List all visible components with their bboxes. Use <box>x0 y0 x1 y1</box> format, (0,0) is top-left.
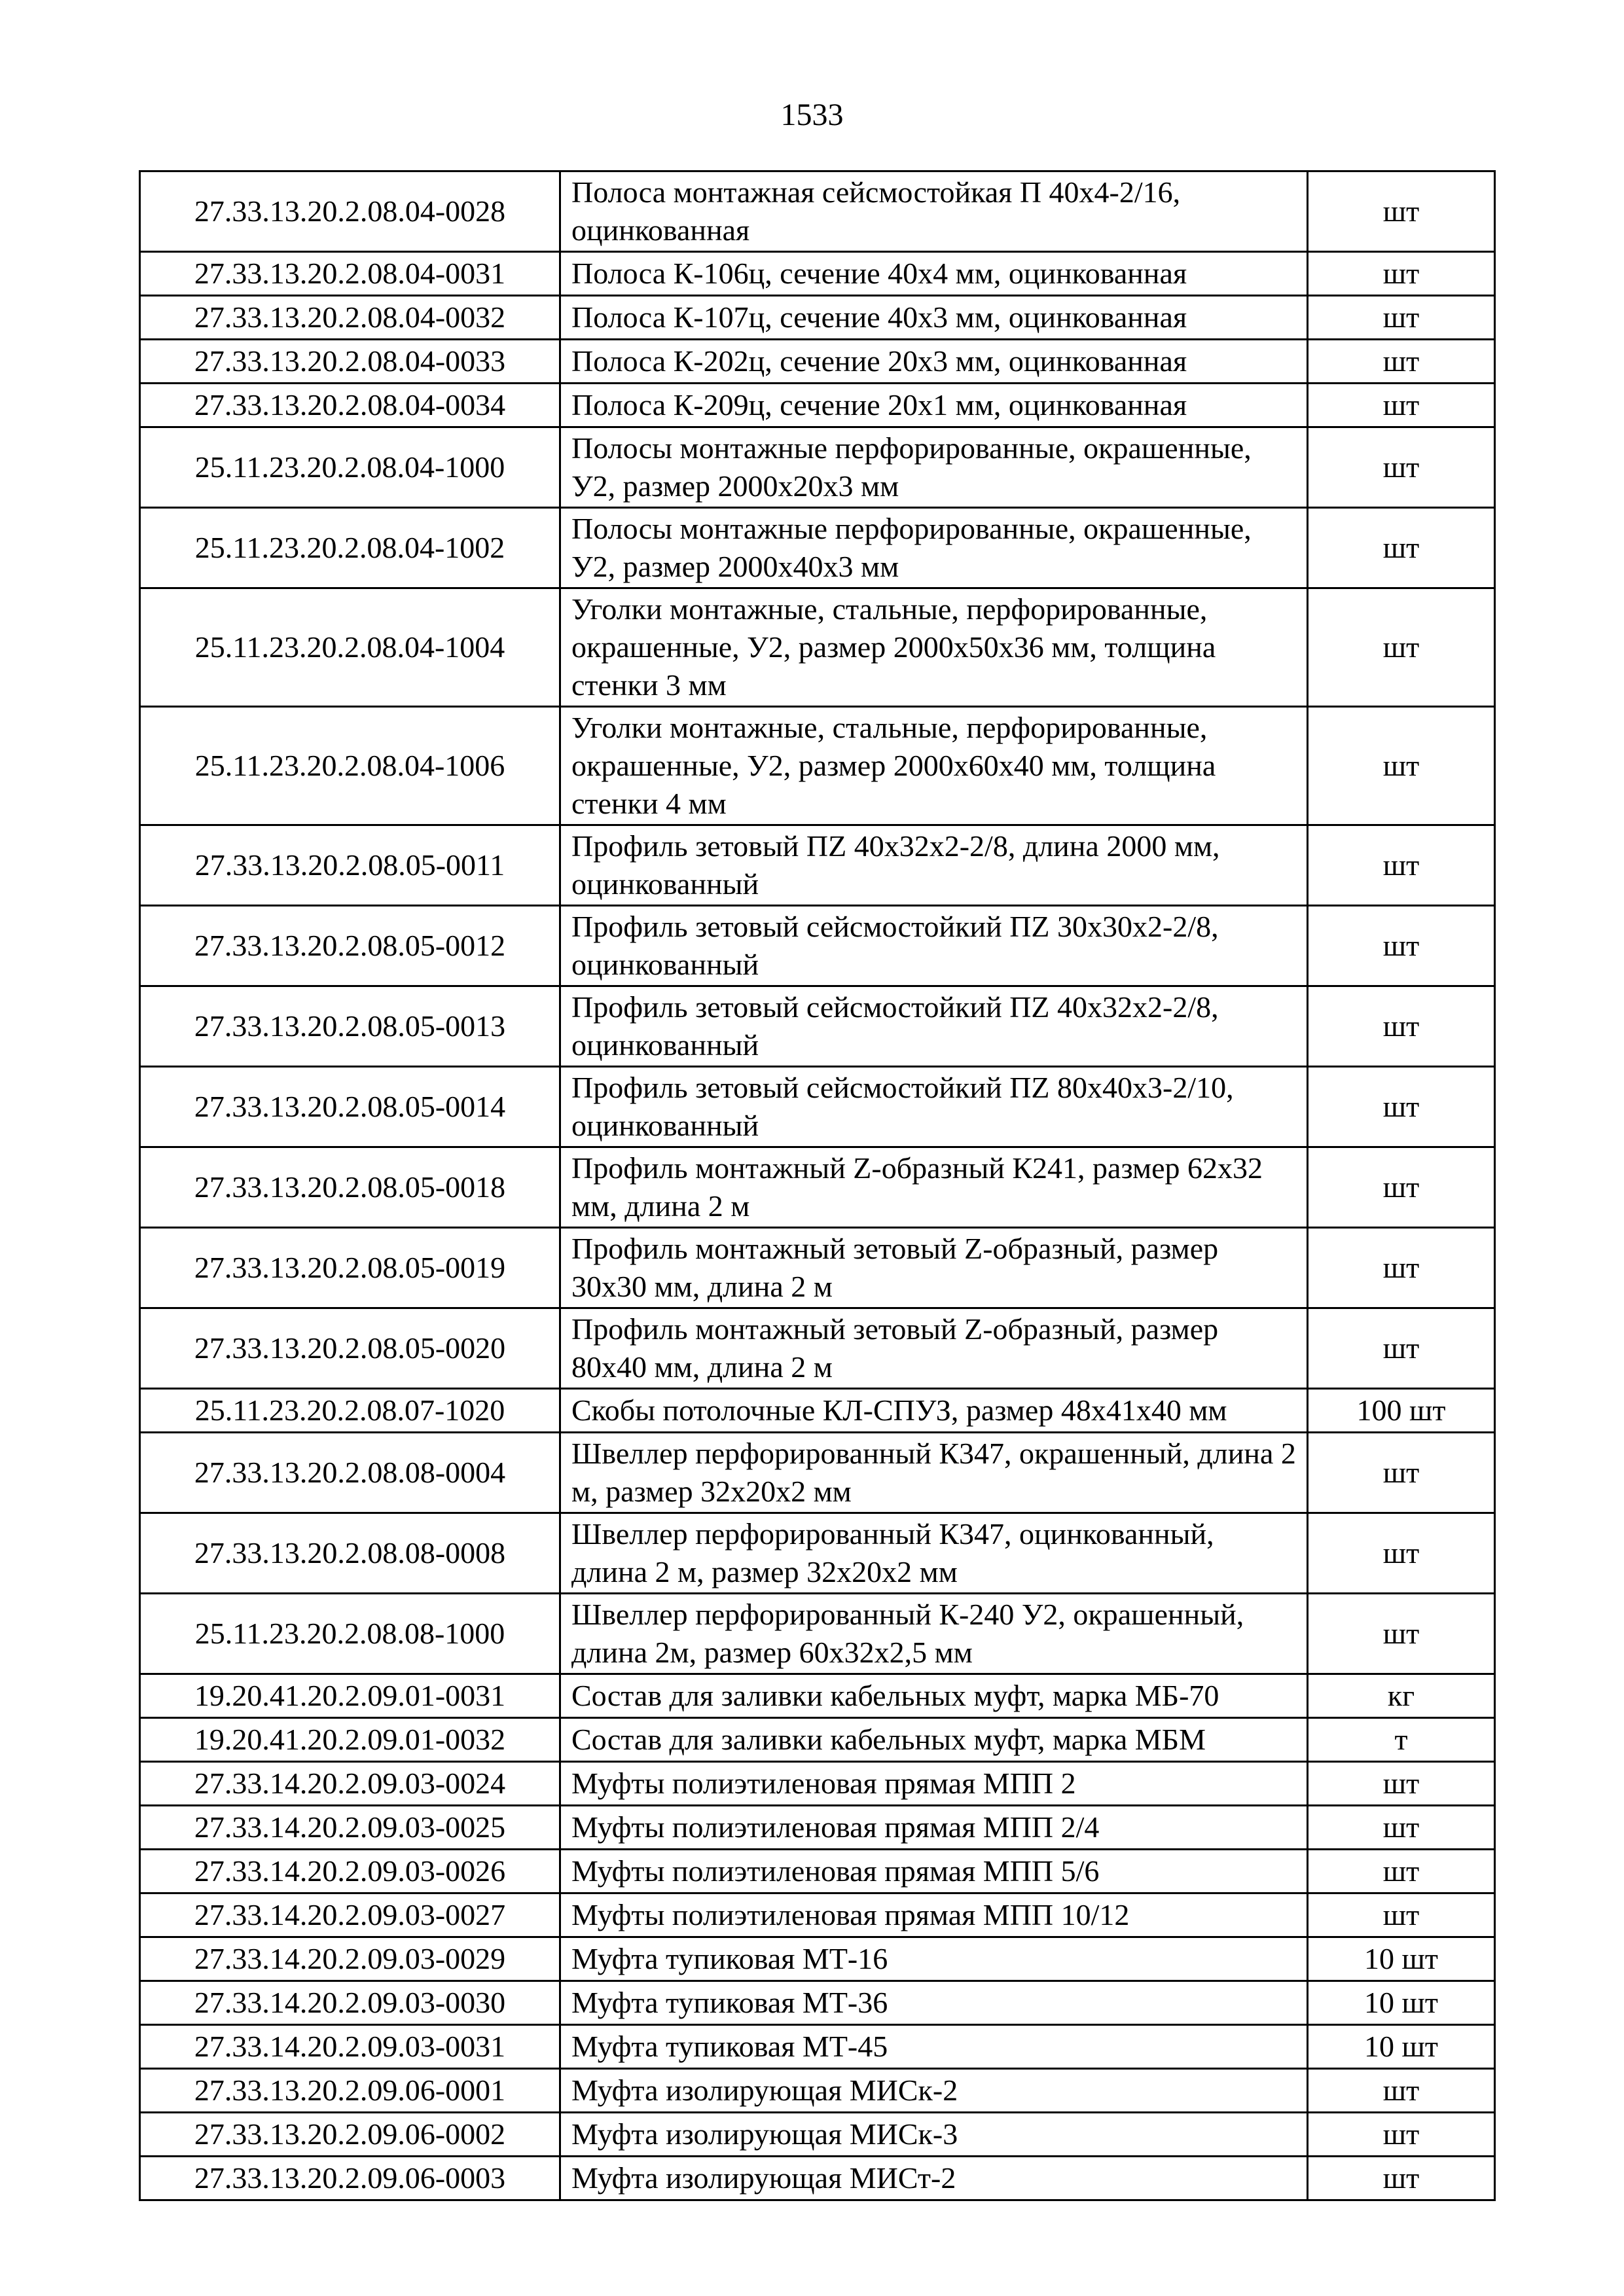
resource-unit: шт <box>1308 1433 1495 1513</box>
table-row <box>140 1806 1495 1850</box>
resource-code: 19.20.41.20.2.09.01-0031 <box>140 1674 560 1718</box>
resource-unit: шт <box>1308 707 1495 825</box>
resource-name: Муфта тупиковая МТ-36 <box>560 1981 1308 2025</box>
resource-name: Уголки монтажные, стальные, перфорированные, окрашенные, У2, размер 2000х50х36 мм, толщина стенки 3 мм <box>560 588 1308 707</box>
resource-unit: 10 шт <box>1308 1981 1495 2025</box>
resource-code: 19.20.41.20.2.09.01-0032 <box>140 1718 560 1762</box>
resource-unit: шт <box>1308 2069 1495 2113</box>
resource-name: Муфты полиэтиленовая прямая МПП 10/12 <box>560 1893 1308 1937</box>
resource-unit: 10 шт <box>1308 1937 1495 1981</box>
resource-code: 27.33.13.20.2.08.04-0034 <box>140 384 560 427</box>
resource-unit: шт <box>1308 340 1495 384</box>
resource-unit: шт <box>1308 384 1495 427</box>
resource-unit: шт <box>1308 2157 1495 2200</box>
resource-unit: шт <box>1308 986 1495 1067</box>
table-row <box>140 1308 1495 1389</box>
resource-unit: 100 шт <box>1308 1389 1495 1433</box>
resource-name: Полоса К-107ц, сечение 40х3 мм, оцинкованная <box>560 296 1308 340</box>
resource-unit: шт <box>1308 1513 1495 1594</box>
resource-unit: шт <box>1308 1762 1495 1806</box>
resource-unit: т <box>1308 1718 1495 1762</box>
resource-code: 27.33.14.20.2.09.03-0027 <box>140 1893 560 1937</box>
resource-code: 27.33.13.20.2.08.05-0011 <box>140 825 560 906</box>
resource-name: Муфта изолирующая МИСт-2 <box>560 2157 1308 2200</box>
resource-code: 25.11.23.20.2.08.04-1002 <box>140 508 560 588</box>
table-row <box>140 2025 1495 2069</box>
page-number: 1533 <box>780 98 844 132</box>
table-row <box>140 384 1495 427</box>
table-row <box>140 1674 1495 1718</box>
table-row <box>140 1147 1495 1228</box>
resource-code: 27.33.13.20.2.08.05-0019 <box>140 1228 560 1308</box>
resource-unit: шт <box>1308 171 1495 252</box>
table-row <box>140 1228 1495 1308</box>
resource-code: 27.33.13.20.2.08.04-0031 <box>140 252 560 296</box>
resource-name: Муфта изолирующая МИСк-3 <box>560 2113 1308 2157</box>
resource-code: 25.11.23.20.2.08.08-1000 <box>140 1594 560 1674</box>
table-row <box>140 2113 1495 2157</box>
resource-unit: шт <box>1308 296 1495 340</box>
table-row <box>140 2157 1495 2200</box>
resource-name: Муфты полиэтиленовая прямая МПП 2/4 <box>560 1806 1308 1850</box>
resource-name: Швеллер перфорированный К-240 У2, окрашенный, длина 2м, размер 60х32х2,5 мм <box>560 1594 1308 1674</box>
resource-table <box>139 170 1496 2201</box>
resource-code: 27.33.13.20.2.09.06-0002 <box>140 2113 560 2157</box>
resource-code: 27.33.13.20.2.08.05-0014 <box>140 1067 560 1147</box>
resource-name: Состав для заливки кабельных муфт, марка МБ-70 <box>560 1674 1308 1718</box>
resource-unit: шт <box>1308 1594 1495 1674</box>
table-row <box>140 1981 1495 2025</box>
resource-code: 27.33.14.20.2.09.03-0025 <box>140 1806 560 1850</box>
resource-name: Полоса К-202ц, сечение 20х3 мм, оцинкованная <box>560 340 1308 384</box>
table-row <box>140 1389 1495 1433</box>
resource-unit: шт <box>1308 906 1495 986</box>
resource-code: 27.33.14.20.2.09.03-0026 <box>140 1850 560 1893</box>
resource-code: 27.33.13.20.2.09.06-0001 <box>140 2069 560 2113</box>
resource-name: Полоса монтажная сейсмостойкая П 40х4-2/16, оцинкованная <box>560 171 1308 252</box>
table-row <box>140 1850 1495 1893</box>
resource-unit: шт <box>1308 252 1495 296</box>
table-row <box>140 1718 1495 1762</box>
resource-unit: шт <box>1308 1067 1495 1147</box>
resource-unit: шт <box>1308 1850 1495 1893</box>
resource-name: Муфта тупиковая МТ-45 <box>560 2025 1308 2069</box>
resource-name: Швеллер перфорированный К347, оцинкованный, длина 2 м, размер 32х20х2 мм <box>560 1513 1308 1594</box>
resource-code: 27.33.13.20.2.08.05-0012 <box>140 906 560 986</box>
table-row <box>140 171 1495 252</box>
resource-code: 27.33.14.20.2.09.03-0029 <box>140 1937 560 1981</box>
table-row <box>140 340 1495 384</box>
resource-code: 27.33.13.20.2.08.04-0028 <box>140 171 560 252</box>
resource-unit: 10 шт <box>1308 2025 1495 2069</box>
resource-name: Муфта изолирующая МИСк-2 <box>560 2069 1308 2113</box>
table-row <box>140 1513 1495 1594</box>
resource-code: 27.33.14.20.2.09.03-0030 <box>140 1981 560 2025</box>
resource-name: Скобы потолочные КЛ-СПУЗ, размер 48х41х40 мм <box>560 1389 1308 1433</box>
table-row <box>140 1433 1495 1513</box>
resource-table-body <box>140 171 1495 2200</box>
resource-name: Муфты полиэтиленовая прямая МПП 5/6 <box>560 1850 1308 1893</box>
resource-name: Профиль зетовый сейсмостойкий ПZ 80х40х3-2/10, оцинкованный <box>560 1067 1308 1147</box>
resource-name: Профиль зетовый сейсмостойкий ПZ 40х32х2-2/8, оцинкованный <box>560 986 1308 1067</box>
table-row <box>140 1937 1495 1981</box>
resource-name: Уголки монтажные, стальные, перфорированные, окрашенные, У2, размер 2000х60х40 мм, толщина стенки 4 мм <box>560 707 1308 825</box>
resource-code: 25.11.23.20.2.08.07-1020 <box>140 1389 560 1433</box>
resource-code: 27.33.13.20.2.08.05-0020 <box>140 1308 560 1389</box>
table-row <box>140 1762 1495 1806</box>
resource-code: 27.33.14.20.2.09.03-0031 <box>140 2025 560 2069</box>
resource-unit: шт <box>1308 1893 1495 1937</box>
resource-unit: шт <box>1308 427 1495 508</box>
resource-name: Профиль монтажный Z-образный К241, размер 62х32 мм, длина 2 м <box>560 1147 1308 1228</box>
resource-unit: шт <box>1308 2113 1495 2157</box>
table-row <box>140 707 1495 825</box>
table-row <box>140 1594 1495 1674</box>
resource-code: 27.33.13.20.2.08.05-0013 <box>140 986 560 1067</box>
resource-code: 25.11.23.20.2.08.04-1000 <box>140 427 560 508</box>
table-row <box>140 296 1495 340</box>
table-row <box>140 906 1495 986</box>
resource-code: 27.33.13.20.2.08.08-0008 <box>140 1513 560 1594</box>
resource-code: 27.33.13.20.2.08.05-0018 <box>140 1147 560 1228</box>
table-row <box>140 508 1495 588</box>
table-row <box>140 1893 1495 1937</box>
resource-unit: шт <box>1308 508 1495 588</box>
table-row <box>140 252 1495 296</box>
resource-code: 27.33.14.20.2.09.03-0024 <box>140 1762 560 1806</box>
resource-name: Профиль зетовый ПZ 40х32х2-2/8, длина 2000 мм, оцинкованный <box>560 825 1308 906</box>
resource-name: Профиль зетовый сейсмостойкий ПZ 30х30х2-2/8, оцинкованный <box>560 906 1308 986</box>
resource-unit: шт <box>1308 825 1495 906</box>
resource-unit: шт <box>1308 1308 1495 1389</box>
resource-name: Швеллер перфорированный К347, окрашенный, длина 2 м, размер 32х20х2 мм <box>560 1433 1308 1513</box>
table-row <box>140 1067 1495 1147</box>
resource-code: 27.33.13.20.2.08.08-0004 <box>140 1433 560 1513</box>
resource-code: 25.11.23.20.2.08.04-1004 <box>140 588 560 707</box>
resource-name: Профиль монтажный зетовый Z-образный, размер 30х30 мм, длина 2 м <box>560 1228 1308 1308</box>
resource-unit: шт <box>1308 588 1495 707</box>
resource-name: Муфта тупиковая МТ-16 <box>560 1937 1308 1981</box>
resource-name: Полосы монтажные перфорированные, окрашенные, У2, размер 2000х40х3 мм <box>560 508 1308 588</box>
table-row <box>140 427 1495 508</box>
resource-name: Полоса К-106ц, сечение 40х4 мм, оцинкованная <box>560 252 1308 296</box>
table-row <box>140 2069 1495 2113</box>
table-row <box>140 986 1495 1067</box>
resource-unit: шт <box>1308 1147 1495 1228</box>
resource-name: Муфты полиэтиленовая прямая МПП 2 <box>560 1762 1308 1806</box>
resource-name: Профиль монтажный зетовый Z-образный, размер 80х40 мм, длина 2 м <box>560 1308 1308 1389</box>
resource-unit: кг <box>1308 1674 1495 1718</box>
resource-code: 27.33.13.20.2.08.04-0032 <box>140 296 560 340</box>
resource-code: 27.33.13.20.2.08.04-0033 <box>140 340 560 384</box>
resource-unit: шт <box>1308 1228 1495 1308</box>
table-row <box>140 825 1495 906</box>
resource-code: 25.11.23.20.2.08.04-1006 <box>140 707 560 825</box>
resource-name: Полосы монтажные перфорированные, окрашенные, У2, размер 2000х20х3 мм <box>560 427 1308 508</box>
resource-name: Состав для заливки кабельных муфт, марка МБМ <box>560 1718 1308 1762</box>
resource-name: Полоса К-209ц, сечение 20х1 мм, оцинкованная <box>560 384 1308 427</box>
table-row <box>140 588 1495 707</box>
resource-unit: шт <box>1308 1806 1495 1850</box>
resource-code: 27.33.13.20.2.09.06-0003 <box>140 2157 560 2200</box>
